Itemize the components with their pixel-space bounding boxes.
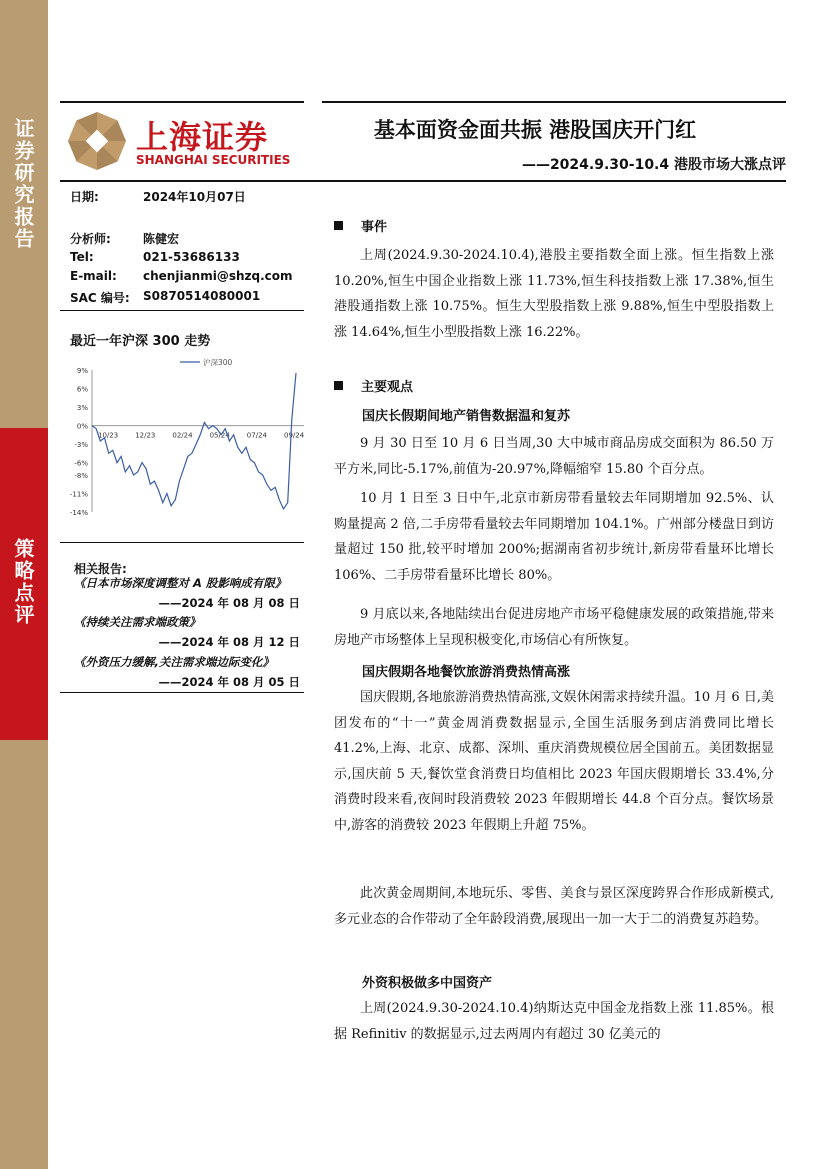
x-tick-label: 09/24: [284, 431, 305, 440]
chart-title: 最近一年沪深 300 走势: [70, 334, 211, 349]
related-report-name[interactable]: 《外资压力缓解,关注需求端边际变化》: [74, 655, 274, 669]
meta-date-value: 2024年10月07日: [143, 190, 246, 204]
sidebar-label-category: 策略点评: [11, 538, 35, 626]
meta-analyst-value: 陈健宏: [143, 232, 180, 246]
meta-email-label: E-mail:: [70, 269, 117, 283]
meta-sac-label: SAC 编号:: [70, 291, 130, 305]
paragraph: 上周(2024.9.30-2024.10.4)纳斯达克中国金龙指数上涨 11.85%。根据 Refinitiv 的数据显示,过去两周内有超过 30 亿美元的: [334, 1001, 774, 1042]
paragraph: 9 月底以来,各地陆续出台促进房地产市场平稳健康发展的政策措施,带来房地产市场整体上呈现积极变化,市场信心有所恢复。: [334, 607, 774, 648]
subsection-heading: 国庆假期各地餐饮旅游消费热情高涨: [362, 665, 571, 680]
meta-email-value: chenjianmi@shzq.com: [143, 269, 293, 283]
section-views-heading: [334, 376, 413, 395]
x-tick-label: 10/23: [98, 431, 119, 440]
report-title: 基本面资金面共振 港股国庆开门红: [373, 118, 697, 142]
header-rule-right: [322, 101, 786, 103]
meta-rule: [60, 310, 304, 311]
paragraph: 9 月 30 日至 10 月 6 日当周,30 大中城市商品房成交面积为 86.50 万平方米,同比-5.17%,前值为-20.97%,降幅缩窄 15.80 个百分点。: [334, 436, 774, 477]
section-views-title: 主要观点: [361, 380, 414, 395]
section-event-heading: [334, 216, 387, 235]
header-rule-bottom: [60, 180, 786, 182]
paragraph: 此次黄金周期间,本地玩乐、零售、美食与景区深度跨界合作形成新模式,多元业态的合作带动了全年龄段消费,展现出一加一大于二的消费复苏趋势。: [334, 886, 774, 927]
y-tick-label: 0%: [76, 422, 88, 431]
subsection-heading: 国庆长假期间地产销售数据温和复苏: [362, 409, 571, 424]
paragraph: 10 月 1 日至 3 日中午,北京市新房带看量较去年同期增加 92.5%、认购量提高 2 倍,二手房带看量较去年同期增加 104.1%。广州部分楼盘日到访量超过 150 批,较平时增加 200%;据湖南省初步统计,新房带看量环比增长 106%、二手房带看量环比增长 80%。: [334, 491, 774, 583]
x-tick-label: 12/23: [135, 431, 156, 440]
meta-tel-value: 021-53686133: [143, 250, 240, 264]
report-subtitle: ——2024.9.30-10.4 港股市场大涨点评: [521, 157, 786, 173]
related-reports-title: 相关报告:: [74, 562, 127, 576]
y-tick-label: -6%: [74, 459, 88, 468]
y-tick-label: -3%: [74, 441, 88, 450]
series-line-hs300: [92, 373, 296, 509]
chart-rule: [60, 542, 304, 543]
meta-date-label: 日期:: [70, 190, 99, 204]
x-tick-label: 05/24: [209, 431, 230, 440]
y-tick-label: -8%: [74, 471, 88, 480]
related-report-date: ——2024 年 08 月 05 日: [158, 675, 300, 689]
y-tick-label: -14%: [69, 509, 88, 517]
square-bullet-icon: [334, 381, 343, 390]
section-event-title: 事件: [361, 220, 388, 235]
header-rule-left: [60, 101, 304, 103]
related-report-date: ——2024 年 08 月 12 日: [158, 635, 300, 649]
y-tick-label: -11%: [69, 490, 88, 499]
meta-tel-label: Tel:: [70, 250, 94, 264]
meta-sac-value: S0870514080001: [143, 289, 261, 303]
logo-name-cn: 上海证券: [136, 118, 269, 156]
square-bullet-icon: [334, 221, 343, 230]
shanghai-securities-logo-icon: [66, 110, 128, 172]
paragraph: 上周(2024.9.30-2024.10.4),港股主要指数全面上涨。恒生指数上涨 10.20%,恒生中国企业指数上涨 11.73%,恒生科技指数上涨 17.38%,恒生港股通指数上涨 10.75%。恒生大型股指数上涨 9.88%,恒生中型股指数上涨 14.64%,恒生小型股指数上涨 16.22%。: [334, 248, 774, 340]
logo-name-en: SHANGHAI SECURITIES: [136, 153, 291, 167]
related-report-name[interactable]: 《持续关注需求端政策》: [74, 615, 201, 629]
related-report-date: ——2024 年 08 月 08 日: [158, 596, 300, 610]
sidebar-label-report-type: 证券研究报告: [11, 118, 35, 250]
x-tick-label: 02/24: [172, 431, 193, 440]
meta-analyst-label: 分析师:: [70, 232, 111, 246]
legend-label: 沪深300: [203, 358, 233, 367]
subsection-heading: 外资积极做多中国资产: [362, 976, 493, 991]
x-tick-label: 07/24: [246, 431, 267, 440]
hs300-line-chart: [60, 352, 310, 522]
y-tick-label: 9%: [76, 367, 88, 375]
y-tick-label: 3%: [76, 404, 88, 413]
y-tick-label: 6%: [76, 385, 88, 394]
related-rule: [60, 692, 304, 693]
related-report-name[interactable]: 《日本市场深度调整对 A 股影响成有限》: [74, 576, 287, 590]
paragraph: 国庆假期,各地旅游消费热情高涨,文娱休闲需求持续升温。10 月 6 日,美团发布的“十一”黄金周消费数据显示,全国生活服务到店消费同比增长 41.2%,上海、北京、成都、深圳、重庆消费规模位居全国前五。美团数据显示,国庆前 5 天,餐饮堂食消费日均值相比 2023 年国庆假期增长 33.4%,分消费时段来看,夜间时段消费较 2023 年假期增长 44.8 个百分点。餐饮场景中,游客的消费较 2023 年假期上升超 75%。: [334, 690, 774, 833]
